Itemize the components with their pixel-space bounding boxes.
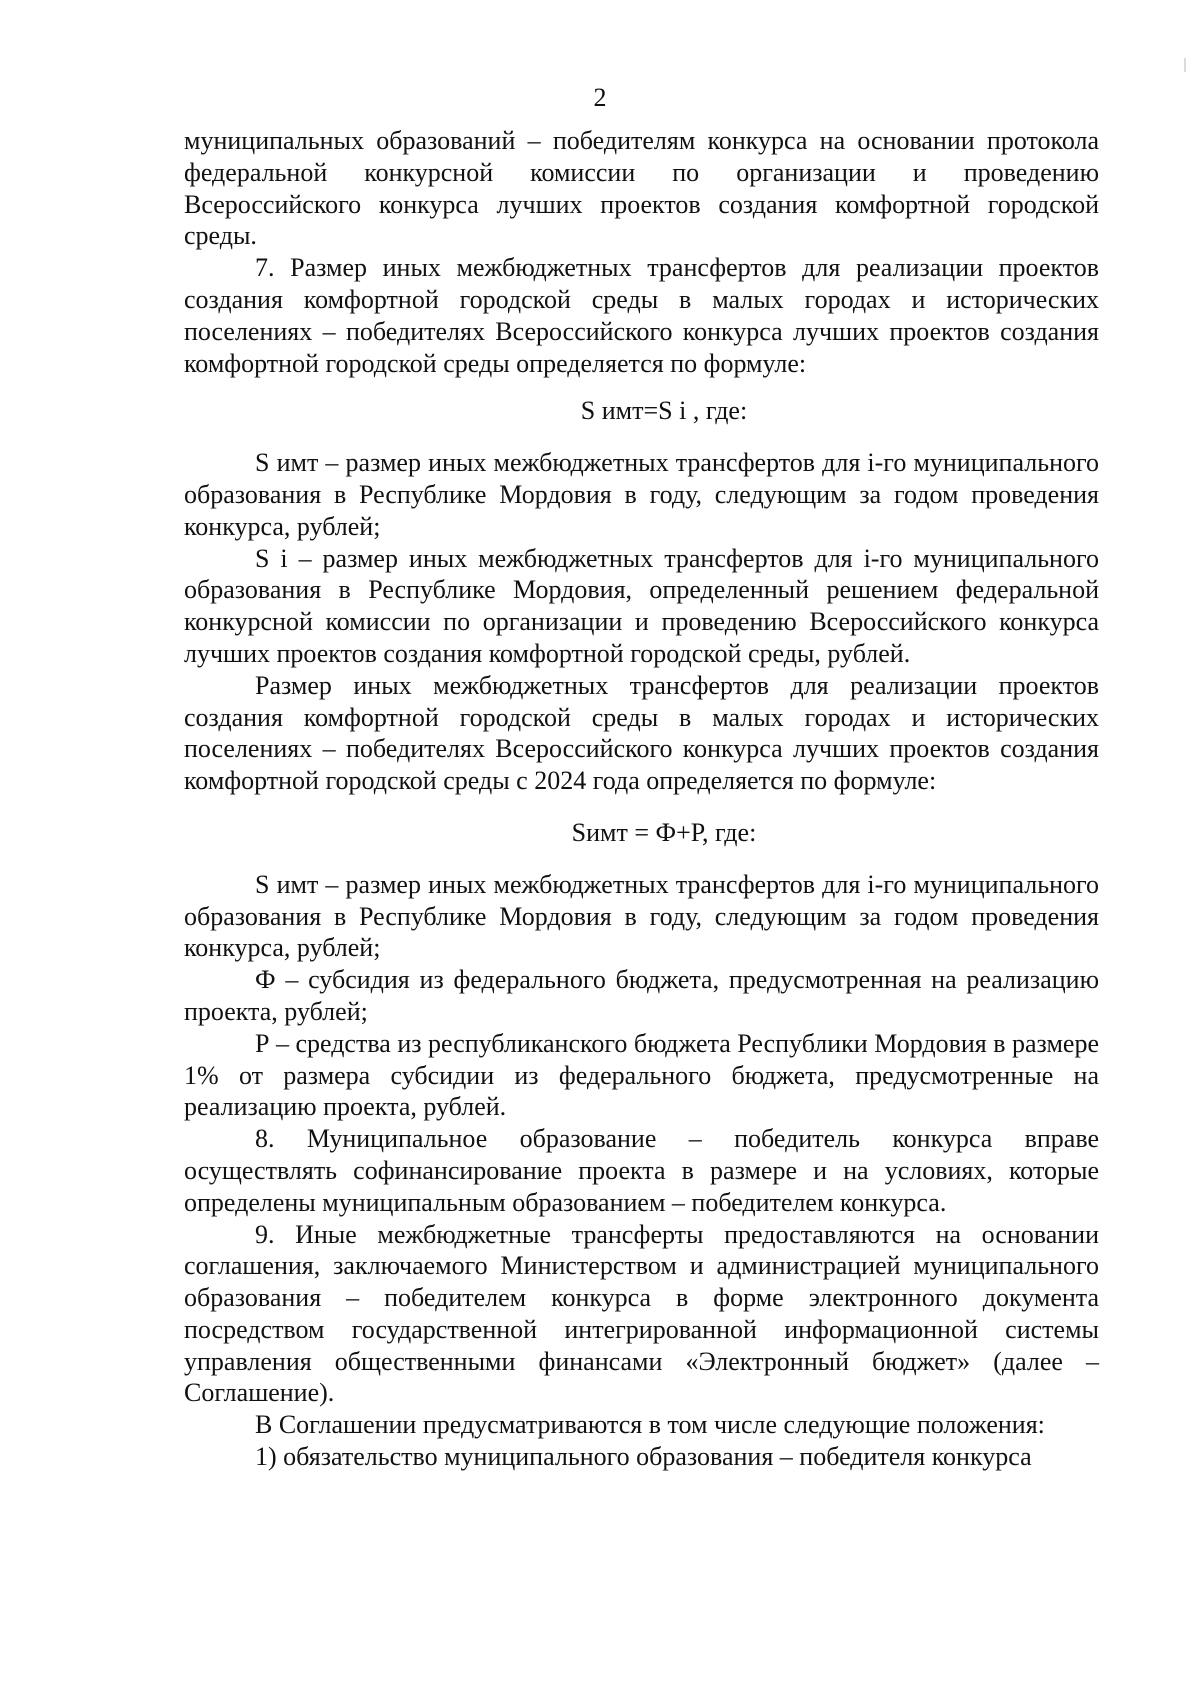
list-item-1: 1) обязательство муниципального образования – победителя конкурса	[255, 1442, 1032, 1472]
document-body	[184, 125, 1099, 1473]
definition-s-imt-2024: S имт – размер иных межбюджетных трансфертов для i-го муниципального образования в Республике Мордовия в году, следующим за годом проведения конкурса, рублей;	[184, 869, 1099, 963]
definition-s-i: S i – размер иных межбюджетных трансфертов для i-го муниципального образования в Республике Мордовия, определенный решением федеральной конкурсной комиссии по организации и проведению Всероссийского конкурса лучших проектов создания комфортной городской среды, рублей.	[184, 543, 1099, 668]
paragraph-item-8: 8. Муниципальное образование – победитель конкурса вправе осуществлять софинансирование проекта в размере и на условиях, которые определены муниципальным образованием – победителем конкурса.	[184, 1124, 1099, 1217]
paragraph-agreement-provisions: В Соглашении предусматриваются в том числе следующие положения:	[255, 1410, 1045, 1440]
paragraph-item-9: 9. Иные межбюджетные трансферты предоставляются на основании соглашения, заключаемого Министерством и администрацией муниципального образования – победителем конкурса в форме электронного документа посредством государственной интегрированной информационной системы управления общественными финансами «Электронный бюджет» (далее – Соглашение).	[184, 1219, 1099, 1408]
formula-simt-si: S имт=S i , где:	[580, 396, 748, 426]
paragraph-item-7: 7. Размер иных межбюджетных трансфертов для реализации проектов создания комфортной городской среды в малых городах и исторических поселениях – победителях Всероссийского конкурса лучших проектов создания комфортной городской среды определяется по формуле:	[184, 253, 1099, 378]
formula-simt-f-plus-r: Sимт = Ф+Р, где:	[571, 817, 757, 847]
definition-r: Р – средства из республиканского бюджета Республики Мордовия в размере 1% от размера субсидии из федерального бюджета, предусмотренные на реализацию проекта, рублей.	[184, 1028, 1099, 1122]
page-number: 2	[593, 83, 607, 112]
paragraph-continuation: муниципальных образований – победителям конкурса на основании протокола федеральной конкурсной комиссии по организации и проведению Всероссийского конкурса лучших проектов создания комфортной городской среды.	[184, 126, 1099, 251]
definition-f: Ф – субсидия из федерального бюджета, предусмотренная на реализацию проекта, рублей;	[184, 965, 1099, 1026]
paragraph-size-from-2024: Размер иных межбюджетных трансфертов для реализации проектов создания комфортной городской среды в малых городах и исторических поселениях – победителях Всероссийского конкурса лучших проектов создания комфортной городской среды с 2024 года определяется по формуле:	[184, 670, 1099, 796]
scan-artifact	[1184, 58, 1186, 72]
definition-s-imt: S имт – размер иных межбюджетных трансфертов для i-го муниципального образования в Республике Мордовия в году, следующим за годом проведения конкурса, рублей;	[184, 448, 1099, 541]
